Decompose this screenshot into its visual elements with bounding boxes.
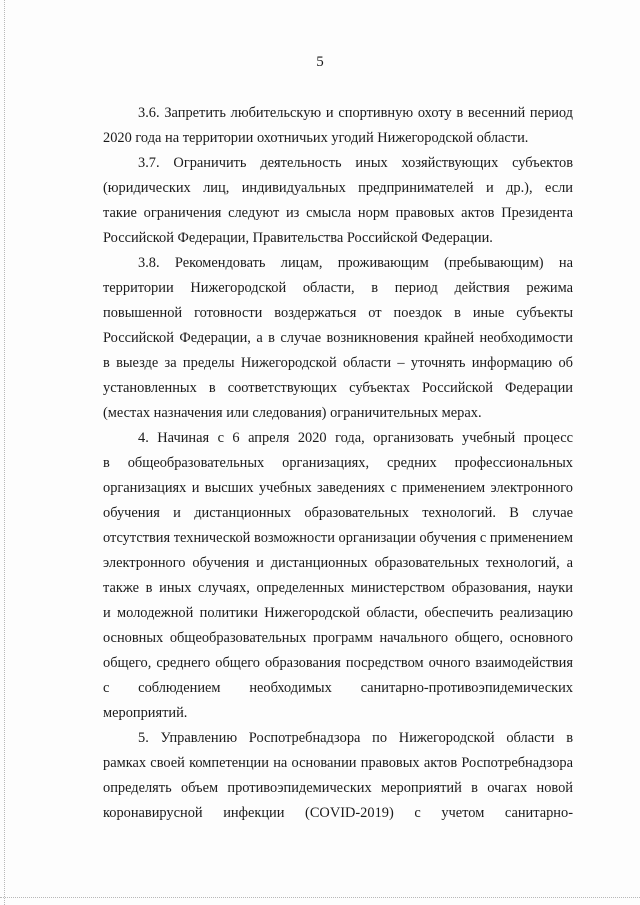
text-line: с соблюдением необходимых санитарно-противоэпидемических [103,680,573,696]
text-line: организациях и высших учебных заведениях с применением электронного [103,480,573,496]
text-line: коронавирусной инфекции (COVID-2019) с учетом санитарно- [103,805,573,821]
text-line: в выезде за пределы Нижегородской области – уточнять информацию об [103,355,573,371]
text-line: основных общеобразовательных программ начального общего, основного [103,630,573,646]
text-line: повышенной готовности воздержаться от поездок в иные субъекты [103,305,573,321]
text-line: также в иных случаях, определенных министерством образования, науки [103,580,573,596]
text-line: 2020 года на территории охотничьих угодий Нижегородской области. [103,130,529,146]
page-bottom-edge [0,897,640,898]
text-line: (местах назначения или следования) ограничительных мерах. [103,405,482,421]
text-line: территории Нижегородской области, в период действия режима [103,280,573,296]
text-line: и молодежной политики Нижегородской области, обеспечить реализацию [103,605,573,621]
text-line: общего, среднего общего образования посредством очного взаимодействия [103,655,573,671]
page-left-edge [4,0,5,905]
text-line: 4. Начиная с 6 апреля 2020 года, организовать учебный процесс [138,430,573,446]
text-line: 3.7. Ограничить деятельность иных хозяйствующих субъектов [138,155,573,171]
text-line: 3.8. Рекомендовать лицам, проживающим (пребывающим) на [138,255,573,271]
text-line: мероприятий. [103,705,188,721]
text-line: установленных в соответствующих субъектах Российской Федерации [103,380,573,396]
text-line: 3.6. Запретить любительскую и спортивную охоту в весенний период [138,105,573,121]
text-line: Российской Федерации, Правительства Российской Федерации. [103,230,493,246]
paragraph-3-8 [103,251,573,426]
text-line: Российской Федерации, а в случае возникновения крайней необходимости [103,330,573,346]
page-number: 5 [316,54,324,70]
text-line: определять объем противоэпидемических мероприятий в очагах новой [103,780,573,796]
text-line: (юридических лиц, индивидуальных предпринимателей и др.), если [103,180,573,196]
text-line: рамках своей компетенции на основании правовых актов Роспотребнадзора [103,755,573,771]
text-line: отсутствия технической возможности организации обучения с применением [103,530,573,546]
text-line: электронного обучения и дистанционных образовательных технологий, а [103,555,573,571]
text-line: обучения и дистанционных образовательных технологий. В случае [103,505,573,521]
paragraph-3-7 [103,151,573,251]
paragraph-4 [103,426,573,726]
document-body [103,101,573,826]
paragraph-5 [103,726,573,826]
text-line: 5. Управлению Роспотребнадзора по Нижегородской области в [138,730,573,746]
paragraph-3-6 [103,101,573,151]
text-line: такие ограничения следуют из смысла норм правовых актов Президента [103,205,573,221]
text-line: в общеобразовательных организациях, средних профессиональных [103,455,573,471]
